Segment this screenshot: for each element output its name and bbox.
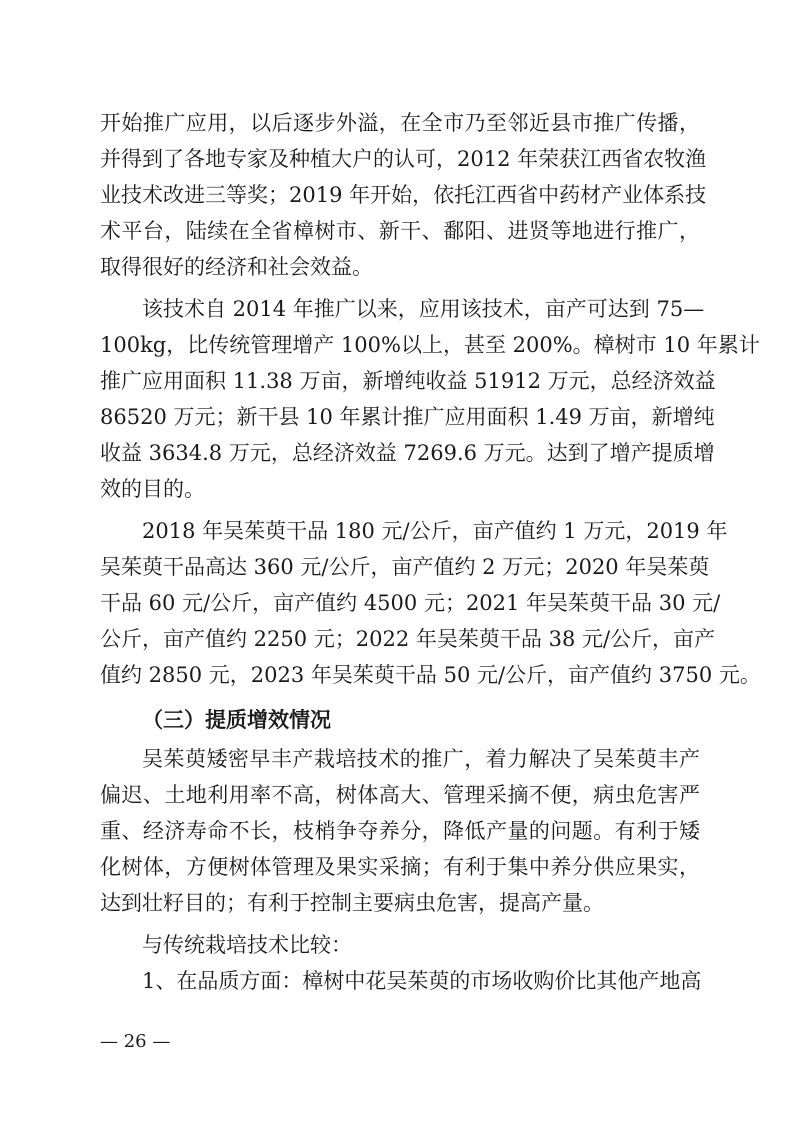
text-line: 公斤，亩产值约 2250 元；2022 年吴茱萸干品 38 元/公斤，亩产 (100, 627, 716, 651)
text-line: 推广应用面积 11.38 万亩，新增纯收益 51912 万元，总经济效益 (100, 369, 716, 393)
text-line: 2018 年吴茱萸干品 180 元/公斤，亩产值约 1 万元，2019 年 (142, 519, 728, 543)
text-line: 该技术自 2014 年推广以来，应用该技术，亩产可达到 75— (142, 297, 705, 321)
page-number: — 26 — (100, 1031, 171, 1052)
section-heading: （三）提质增效情况 (142, 708, 331, 732)
text-line: 并得到了各地专家及种植大户的认可，2012 年荣获江西省农牧渔 (100, 147, 707, 171)
text-line: 术平台，陆续在全省樟树市、新干、鄱阳、进贤等地进行推广， (100, 219, 700, 243)
text-line: 重、经济寿命不长，枝梢争夺养分，降低产量的问题。有利于矮 (100, 819, 700, 843)
text-line: 值约 2850 元，2023 年吴茱萸干品 50 元/公斤，亩产值约 3750 元。 (100, 663, 761, 687)
text-line: 与传统栽培技术比较： (142, 933, 352, 957)
text-line: 开始推广应用，以后逐步外溢，在全市乃至邻近县市推广传播， (100, 111, 700, 135)
text-line: 吴茱萸矮密早丰产栽培技术的推广，着力解决了吴茱萸丰产 (142, 747, 700, 771)
text-line: 1、在品质方面：樟树中花吴茱萸的市场收购价比其他产地高 (142, 969, 702, 993)
text-line: 吴茱萸干品高达 360 元/公斤，亩产值约 2 万元；2020 年吴茱萸 (100, 555, 710, 579)
text-line: 偏迟、土地利用率不高，树体高大、管理采摘不便，病虫危害严 (100, 783, 700, 807)
text-line: 取得很好的经济和社会效益。 (100, 255, 373, 279)
text-line: 效的目的。 (100, 477, 205, 501)
text-line: 干品 60 元/公斤，亩产值约 4500 元；2021 年吴茱萸干品 30 元/ (100, 591, 721, 615)
text-line: 100kg，比传统管理增产 100%以上，甚至 200%。樟树市 10 年累计 (100, 333, 760, 357)
text-line: 收益 3634.8 万元，总经济效益 7269.6 万元。达到了增产提质增 (100, 441, 715, 465)
text-line: 86520 万元；新干县 10 年累计推广应用面积 1.49 万亩，新增纯 (100, 405, 715, 429)
text-line: 业技术改进三等奖；2019 年开始，依托江西省中药材产业体系技 (100, 183, 707, 207)
text-line: 达到壮籽目的；有利于控制主要病虫危害，提高产量。 (100, 891, 604, 915)
text-line: 化树体，方便树体管理及果实采摘；有利于集中养分供应果实， (100, 855, 700, 879)
